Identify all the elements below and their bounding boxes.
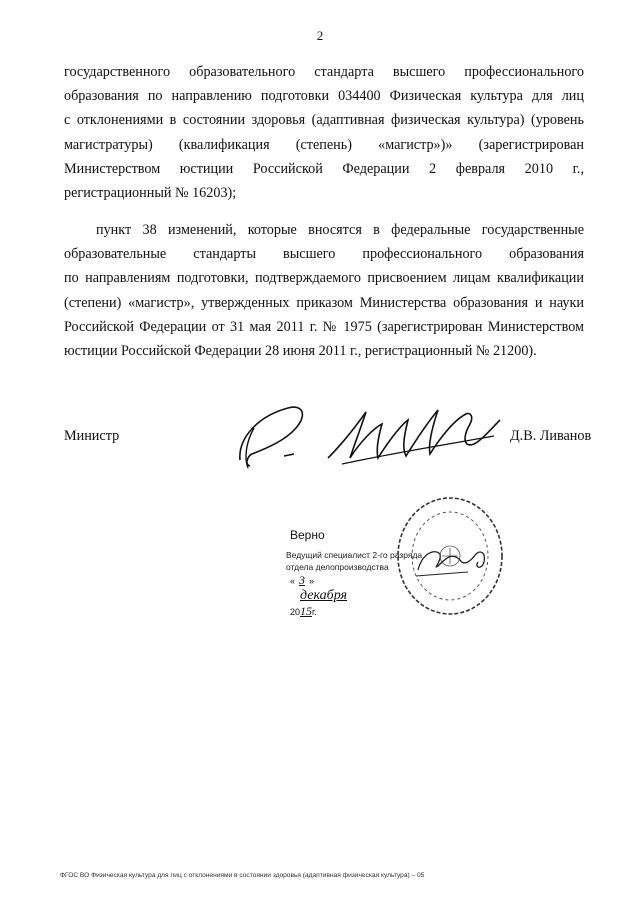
page-number: 2 [316,28,324,43]
text-line: Российской Федерации от 31 мая 2011 г. № 1975 (зарегистрирован Министерством [64,318,584,335]
text-line: регистрационный № 16203); [64,184,237,201]
date-month: декабря [300,588,348,603]
text-line: магистратуры) (квалификация (степень) «магистр»)» (зарегистрирован [64,136,584,153]
certification-verno: Верно [290,528,325,542]
certifier-department: отдела делопроизводства [286,562,389,572]
text-line: по направлениям подготовки, подтверждаемого присвоением лицам квалификации [64,270,584,287]
footer-document-code: ФГОС ВО Физическая культура для лиц с отклонениями в состоянии здоровья (адаптивная физическая культура) – 05 [60,872,425,879]
date-year-suffix: 15 [300,604,313,618]
text-line: Министерством юстиции Российской Федерации 2 февраля 2010 г., [64,160,584,177]
certification-date: « 3 » декабря 2015г. [290,573,357,619]
date-year-end: г. [312,607,317,617]
text-line: образовательные стандарты высшего профессионального образования [64,246,584,263]
paragraph-item-38 [64,218,584,363]
minister-title: Министр [64,428,120,444]
date-day: 3 [299,573,306,587]
minister-name: Д.В. Ливанов [510,428,592,444]
certifier-position: Ведущий специалист 2-го разряда [286,550,423,560]
minister-signature [218,398,508,478]
paragraph-continuation [64,60,584,205]
text-line: (степени) «магистр», утвержденных приказом Министерства образования и науки [64,294,584,311]
text-line: с отклонениями в состоянии здоровья (адаптивная физическая культура) (уровень [64,112,584,129]
text-line: образования по направлению подготовки 034400 Физическая культура для лиц [64,88,584,105]
text-line: пункт 38 изменений, которые вносятся в федеральные государственные [96,222,584,238]
text-line: государственного образовательного стандарта высшего профессионального [64,64,584,80]
date-year-prefix: 20 [290,607,301,617]
certifier-signature [412,540,492,580]
text-line: юстиции Российской Федерации 28 июня 2011 г., регистрационный № 21200). [64,342,537,359]
